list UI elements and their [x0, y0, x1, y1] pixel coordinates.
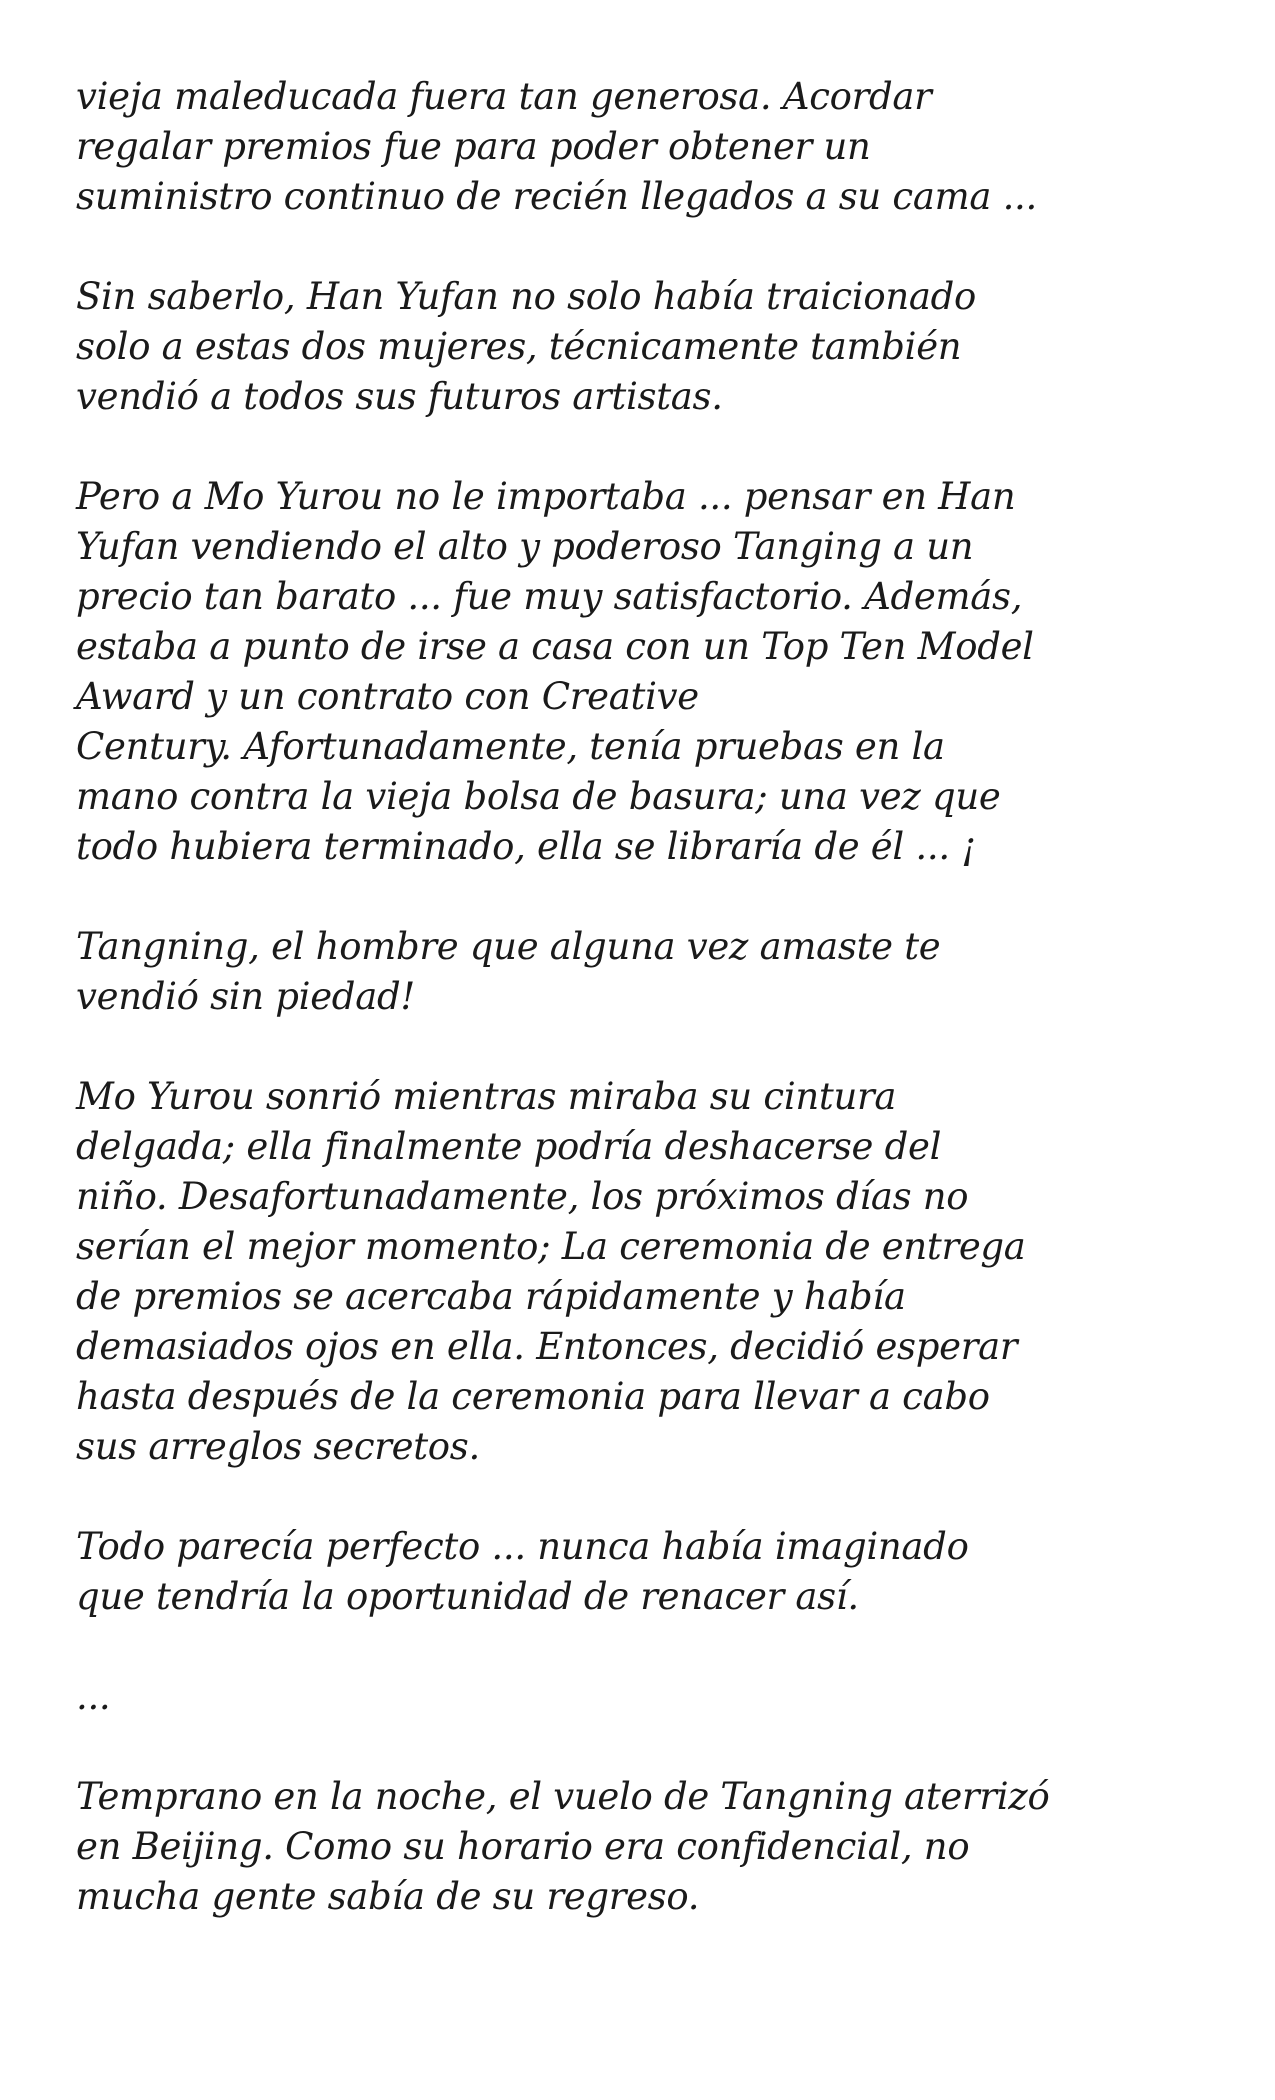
text-line: vendió a todos sus futuros artistas.: [76, 375, 723, 418]
text-line: serían el mejor momento; La ceremonia de entrega: [76, 1225, 1026, 1268]
text-line: sus arreglos secretos.: [76, 1425, 480, 1468]
paragraph: [76, 472, 1226, 872]
text-line: que tendría la oportunidad de renacer así.: [76, 1575, 859, 1618]
text-line: vieja maleducada fuera tan generosa. Acordar: [76, 75, 932, 118]
text-line: hasta después de la ceremonia para llevar a cabo: [76, 1375, 990, 1418]
text-line: Century. Afortunadamente, tenía pruebas en la: [76, 725, 945, 768]
text-line: Mo Yurou sonrió mientras miraba su cintura: [76, 1075, 897, 1118]
text-line: Yufan vendiendo el alto y poderoso Tanging a un: [76, 525, 974, 568]
text-line: estaba a punto de irse a casa con un Top Ten Model: [76, 625, 1034, 668]
text-line: niño. Desafortunadamente, los próximos días no: [76, 1175, 969, 1218]
text-line: demasiados ojos en ella. Entonces, decidió esperar: [76, 1325, 1018, 1368]
text-line: Tangning, el hombre que alguna vez amaste te: [76, 925, 941, 968]
paragraph: [76, 272, 1226, 422]
text-line: de premios se acercaba rápidamente y había: [76, 1275, 906, 1318]
text-line: precio tan barato ... fue muy satisfactorio. Además,: [76, 575, 1023, 618]
text-line: solo a estas dos mujeres, técnicamente también: [76, 325, 962, 368]
text-line: Pero a Mo Yurou no le importaba ... pensar en Han: [76, 475, 1016, 518]
text-line: Sin saberlo, Han Yufan no solo había traicionado: [76, 275, 976, 318]
text-line: delgada; ella finalmente podría deshacerse del: [76, 1125, 942, 1168]
paragraph: [76, 1672, 1226, 1722]
text-line: todo hubiera terminado, ella se libraría de él ... ¡: [76, 825, 976, 868]
text-line: mano contra la vieja bolsa de basura; una vez que: [76, 775, 1001, 818]
text-line: Temprano en la noche, el vuelo de Tangning aterrizó: [76, 1775, 1050, 1818]
paragraph: [76, 72, 1226, 222]
text-line: suministro continuo de recién llegados a su cama ...: [76, 175, 1037, 218]
text-line: vendió sin piedad!: [76, 975, 415, 1018]
text-body: [76, 72, 1226, 1972]
paragraph: [76, 1772, 1226, 1922]
text-line: regalar premios fue para poder obtener un: [76, 125, 871, 168]
text-line: en Beijing. Como su horario era confidencial, no: [76, 1825, 970, 1868]
paragraph: [76, 1522, 1226, 1622]
text-line: Award y un contrato con Creative: [76, 675, 699, 718]
paragraph: [76, 1072, 1226, 1472]
paragraph: [76, 922, 1226, 1022]
text-line: ...: [76, 1675, 111, 1718]
text-line: Todo parecía perfecto ... nunca había imaginado: [76, 1525, 969, 1568]
text-line: mucha gente sabía de su regreso.: [76, 1875, 700, 1918]
